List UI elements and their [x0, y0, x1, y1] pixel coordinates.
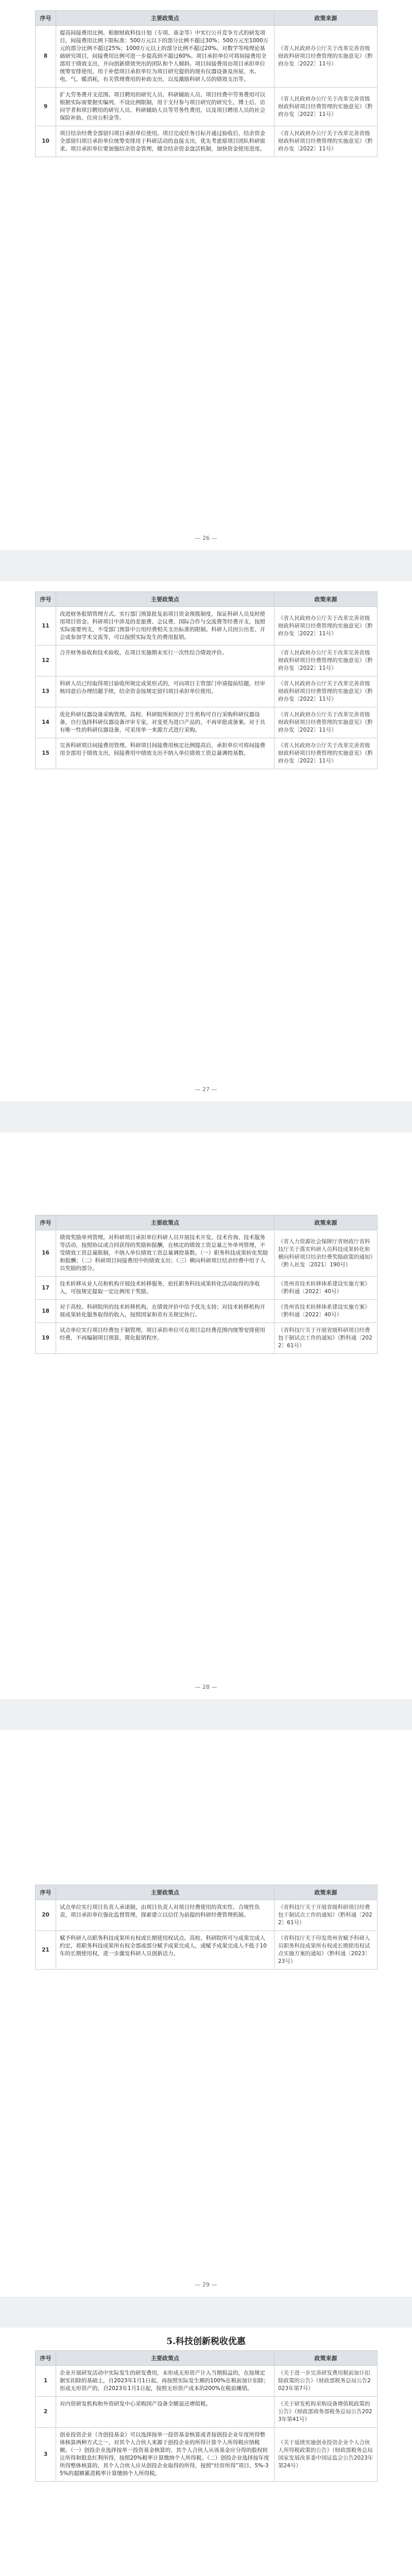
row-policy-source: 《省科技厅关于开展省级科研项目经费包干制试点工作的通知》（黔科通〔2022〕61号）: [274, 1900, 377, 1931]
row-number: 13: [36, 676, 56, 707]
document-page-3: [0, 1132, 412, 1699]
row-policy-points: 试点单位实行项目负责人承诺制，由项目负责人对项目经费使用的真实性、合规性负责，项目承担单位强化监督管理，探索建立以信任为前提的科研经费管理机制。: [56, 1900, 274, 1931]
document-page-5: [0, 2328, 412, 2576]
policy-table: [35, 1885, 377, 1970]
row-number: 2: [36, 2397, 56, 2428]
table-row: [36, 676, 377, 707]
row-policy-source: 《省科技厅关于印发贵州省赋予科研人员职务科技成果所有权或长期使用权试点实施方案的通知》（黔科通〔2023〕23号）: [274, 1931, 377, 1970]
row-policy-source: 《贵州省技术转移体系建设实施方案》（黔科通〔2022〕40号）: [274, 1277, 377, 1300]
table-header-row: [36, 1215, 377, 1230]
table-header-row: [36, 2351, 377, 2366]
row-policy-source: 《省人民政府办公厅关于改革完善省级财政科研项目经费管理的实施意见》（黔府办发〔2022〕11号）: [274, 126, 377, 157]
row-number: 17: [36, 1277, 56, 1300]
row-number: 11: [36, 607, 56, 646]
table-header-row: [36, 11, 377, 26]
row-policy-source: 《省人民政府办公厅关于改革完善省级财政科研项目经费管理的实施意见》（黔府办发〔2022〕11号）: [274, 707, 377, 738]
row-number: 3: [36, 2428, 56, 2482]
header-points: 主要政策点: [56, 592, 274, 607]
table-row: [36, 707, 377, 738]
page-number: — 28 —: [195, 1684, 217, 1690]
row-number: 10: [36, 126, 56, 157]
row-policy-points: 对于高校、科研院所的技术转移机构，在绩效评价中给予优先支持；对技术转移机构开展成果转化服务取得的收入，按照国家和省有关规定执行。: [56, 1300, 274, 1323]
page-separator: [0, 2297, 412, 2328]
row-number: 21: [36, 1931, 56, 1970]
page-number: — 29 —: [195, 2281, 217, 2288]
table-row: [36, 1300, 377, 1323]
row-policy-points: 改进财务报销管理方式。实行部门预算批复前项目资金预拨制度，保证科研人员及时使用项目资金。科研项目中涉及的差旅费、会议费、国际合作与交流费等经费开支，按照实际需要列支，不受部门预算中公用经费相关支出标准的限制。科研人员因公出差、开会或参加学术交流等，可以按照实际发生的费用报销。: [56, 607, 274, 646]
row-policy-points: 创业投资企业（含创投基金）可以选择按单一投资基金核算或者按创投企业年度所得整体核算两种方式之一，对其个人合伙人来源于创投企业的所得计算个人所得税应纳税额。（一）创投企业选择按单一投资基金核算的，其个人合伙人从该基金应分得的股权转让所得和股息红利所得，按照20%税率计算缴纳个人所得税。（二）创投企业选择按年度所得整体核算的，其个人合伙人应从创投企业取得的所得，按照“经营所得”项目、5%-35%的超额累进税率计算缴纳个人所得税。: [56, 2428, 274, 2482]
row-policy-source: 《省科技厅关于开展省级科研项目经费包干制试点工作的通知》（黔科通〔2022〕61号）: [274, 1323, 377, 1354]
table-row: [36, 738, 377, 769]
header-no: 序号: [36, 592, 56, 607]
table-row: [36, 2397, 377, 2428]
document-page-2: [0, 581, 412, 1101]
table-row: [36, 1900, 377, 1931]
table-row: [36, 1323, 377, 1354]
header-no: 序号: [36, 2351, 56, 2366]
table-header-row: [36, 1885, 377, 1900]
row-policy-points: 赋予科研人员职务科技成果所有权或长期使用权试点。高校、科研院所可与成果完成人约定，将职务科技成果所有权全部或部分赋予成果完成人，或赋予成果完成人不低于10年的长期使用权，进一步激发科研人员创新活力。: [56, 1931, 274, 1970]
header-source: 政策来源: [274, 11, 377, 26]
row-number: 18: [36, 1300, 56, 1323]
row-policy-points: 合并财务验收和技术验收，在项目实施期末实行一次性综合绩效评价。: [56, 646, 274, 676]
policy-table: [35, 2350, 377, 2482]
row-number: 20: [36, 1900, 56, 1931]
row-policy-points: 绩效奖励单列管理。对科研项目承担单位科研人员开展技术开发、技术咨询、技术服务等活动，按照协议或合同获得的奖励和报酬，在核定的绩效工资总量之外单列管理，不受绩效工资总量限制，不纳入单位绩效工资总量调控基数。（一）职务科技成果转化奖励和报酬；（二）科研项目间接费用中的绩效支出；（三）横向科研项目结余经费中用于人员奖励的部分。: [56, 1230, 274, 1277]
table-row: [36, 607, 377, 646]
row-policy-points: 完善科研项目间接费用管理。科研项目间接费用核定比例提高后，承担单位可将间接费用全部用于绩效支出，间接费用中绩效支出不纳入单位绩效工资总量调控基数。: [56, 738, 274, 769]
row-policy-source: 《省人民政府办公厅关于改革完善省级财政科研项目经费管理的实施意见》（黔府办发〔2022〕11号）: [274, 26, 377, 88]
row-number: 8: [36, 26, 56, 88]
header-points: 主要政策点: [56, 2351, 274, 2366]
policy-table: [35, 1215, 377, 1354]
header-source: 政策来源: [274, 1885, 377, 1900]
table-row: [36, 1931, 377, 1970]
row-policy-points: 提高间接费用比例。根据财政科技计划（专项、基金等）中实行公开竞争方式的研发项目，间接费用比例下限标准：500万元以下的部分比例不超过30%；500万元至1000万元的部分比例不超过25%；1000万元以上的部分比例不超过20%。对数学等纯理论基础研究项目，间接费用比例可进一步提高到不超过60%。项目承担单位可将间接费用全部用于绩效支出，并向创新绩效突出的团队和个人倾斜。项目间接费用由项目承担单位统筹安排使用，用于补偿项目承担单位为项目研究提供的现有仪器设备及房屋、水、电、气、暖消耗，有关管理费用的补助支出，以及激励科研人员的绩效支出等。: [56, 26, 274, 88]
document-page-1: [0, 0, 412, 550]
row-number: 16: [36, 1230, 56, 1277]
row-policy-source: 《省人民政府办公厅关于改革完善省级财政科研项目经费管理的实施意见》（黔府办发〔2022〕11号）: [274, 607, 377, 646]
page-number: — 26 —: [195, 535, 217, 541]
row-policy-source: 《关于进一步完善研发费用税前加计扣除政策的公告》（财政部税务总局公告2023年第7号）: [274, 2366, 377, 2397]
row-policy-source: 《关于延续实施创业投资企业个人合伙人所得税政策的公告》（财政部税务总局国家发展改革委中国证监会公告2023年第24号）: [274, 2428, 377, 2482]
row-policy-source: 《省人力资源社会保障厅省财政厅省科技厅关于落实科研人员科技成果转化和横向科研项目结余经费奖励政策的通知》（黔人社发〔2021〕190号）: [274, 1230, 377, 1277]
table-row: [36, 1230, 377, 1277]
table-row: [36, 1277, 377, 1300]
row-policy-source: 《省人民政府办公厅关于改革完善省级财政科研项目经费管理的实施意见》（黔府办发〔2022〕11号）: [274, 676, 377, 707]
policy-table: [35, 10, 377, 157]
row-policy-points: 优化科研仪器设备采购管理。高校、科研院所和医疗卫生机构可自行采购科研仪器设备，自行选择科研仪器设备评审专家，对变更为进口产品的，不再审批或备案。对于具有唯一性的科研仪器设备，可采用单一来源方式进行采购。: [56, 707, 274, 738]
row-policy-source: 《省人民政府办公厅关于改革完善省级财政科研项目经费管理的实施意见》（黔府办发〔2022〕11号）: [274, 88, 377, 126]
header-source: 政策来源: [274, 592, 377, 607]
header-no: 序号: [36, 1885, 56, 1900]
row-policy-source: 《省人民政府办公厅关于改革完善省级财政科研项目经费管理的实施意见》（黔府办发〔2022〕11号）: [274, 646, 377, 676]
row-number: 15: [36, 738, 56, 769]
page-separator: [0, 1699, 412, 1730]
table-header-row: [36, 592, 377, 607]
row-policy-points: 试点单位实行项目经费包干制管理。项目承担单位可在项目总经费范围内统筹安排使用经费，不再编制项目预算，简化报销程序。: [56, 1323, 274, 1354]
row-number: 14: [36, 707, 56, 738]
row-number: 19: [36, 1323, 56, 1354]
row-number: 1: [36, 2366, 56, 2397]
header-no: 序号: [36, 11, 56, 26]
document-page-4: [0, 1730, 412, 2297]
header-points: 主要政策点: [56, 1215, 274, 1230]
row-number: 12: [36, 646, 56, 676]
row-policy-points: 项目结余经费全部留归项目承担单位使用。项目完成任务目标并通过验收后，结余资金全部留归项目承担单位统筹安排用于科研活动的直接支出，优先考虑原项目团队科研需求。项目承担单位要加强结余资金管理，健全结余资金盘活机制，加快资金使用进度。: [56, 126, 274, 157]
section-title: 5.科技创新税收优惠: [166, 2336, 246, 2347]
table-row: [36, 2366, 377, 2397]
row-policy-source: 《关于研发机构采购设备增值税政策的公告》（财政部商务部税务总局公告2023年第41号）: [274, 2397, 377, 2428]
row-policy-points: 对内资研发机构和外资研发中心采购国产设备全额退还增值税。: [56, 2397, 274, 2428]
row-number: 9: [36, 88, 56, 126]
header-points: 主要政策点: [56, 11, 274, 26]
row-policy-points: 扩大劳务费开支范围。项目聘用的研究人员、科研辅助人员、项目经费中劳务费用可以根据实际需要据实编列，不设比例限制，用于支付参与项目研究的研究生、博士后、访问学者和项目聘用的研究人员、科研辅助人员等劳务性费用，以及项目聘用人员的社会保险补助、住房公积金等。: [56, 88, 274, 126]
table-row: [36, 88, 377, 126]
header-source: 政策来源: [274, 1215, 377, 1230]
table-row: [36, 126, 377, 157]
table-row: [36, 646, 377, 676]
row-policy-source: 《贵州省技术转移体系建设实施方案》（黔科通〔2022〕40号）: [274, 1300, 377, 1323]
policy-table: [35, 591, 377, 769]
page-number: — 27 —: [195, 1086, 217, 1093]
table-row: [36, 2428, 377, 2482]
row-policy-source: 《省人民政府办公厅关于改革完善省级财政科研项目经费管理的实施意见》（黔府办发〔2022〕11号）: [274, 738, 377, 769]
row-policy-points: 企业开展研发活动中实际发生的研发费用，未形成无形资产计入当期损益的，在按规定据实扣除的基础上，自2023年1月1日起，再按照实际发生额的100%在税前加计扣除；形成无形资产的，自2023年1月1日起，按照无形资产成本的200%在税前摊销。: [56, 2366, 274, 2397]
row-policy-points: 科研人员已经取得项目验收所规定成果形式的，可向项目主管部门申请提前结题，经审核同意后办理结题手续，结余资金按规定留归项目承担单位使用。: [56, 676, 274, 707]
header-source: 政策来源: [274, 2351, 377, 2366]
row-policy-points: 技术转移从业人员和机构开展技术转移服务，依托职务科技成果转化活动取得的净收入，可按规定提取一定比例用于奖励。: [56, 1277, 274, 1300]
page-separator: [0, 550, 412, 581]
header-no: 序号: [36, 1215, 56, 1230]
page-separator: [0, 1101, 412, 1132]
header-points: 主要政策点: [56, 1885, 274, 1900]
table-row: [36, 26, 377, 88]
